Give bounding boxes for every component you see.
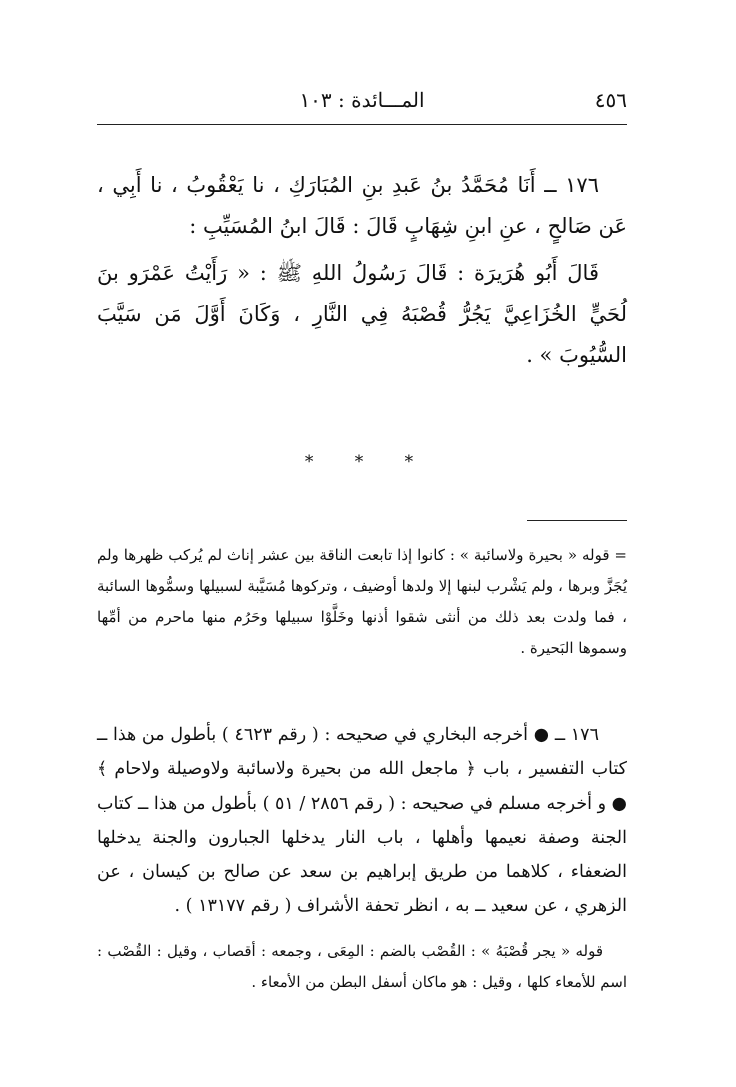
page-header — [97, 88, 627, 124]
footnote-gloss — [97, 936, 627, 998]
running-title: المـــائدة : ١٠٣ — [299, 88, 425, 112]
takhrij-text: ١٧٦ ــ ● أخرجه البخاري في صحيحه : ( رقم ٤٦٢٣ ) بأطول من هذا ــ كتاب التفسير ، باب ﴿ ماجعل الله من بحيرة ولاسائبة ولاوصيلة ولاحام ﴾ ● و أخرجه مسلم في صحيحه : ( رقم ٢٨٥٦ / ٥١ ) بأطول من هذا ــ كتاب الجنة وصفة نعيمها وأهلها ، باب النار يدخلها الجبارون والجنة يدخلها الضعفاء ، كلاهما من طريق إبراهيم بن سعد عن صالح بن كيسان ، عن الزهري ، عن سعيد ــ به ، انظر تحفة الأشراف ( رقم ١٣١٧٧ ) . — [97, 725, 627, 917]
hadith-chain: ١٧٦ ــ أَنَا مُحَمَّدُ بنُ عَبدِ بنِ المُبَارَكِ ، نا يَعْقُوبُ ، نا أَبِي ، عَن صَالحٍ ، عنِ ابنِ شِهَابٍ قَالَ : قَالَ ابنُ المُسَيِّبِ : — [97, 173, 627, 238]
footnote-explanation: = قوله « بحيرة ولاسائبة » : كانوا إذا تابعت الناقة بين عشر إناث لم يُركب ظهرها ولم يُجَزَّ وبرها ، ولم يَشْرب لبنها إلا ولدها أوضيف ، وتركوها مُسَيَّبة لسبيلها وسمُّوها السائبة ، فما ولدت بعد ذلك من أنثى شقوا أذنها وخَلَّوْا سبيلها وحَرُم منها ماحرم من أمِّها وسموها البَحيرة . — [97, 546, 627, 657]
hadith-text: قَالَ أَبُو هُرَيرَة : قَالَ رَسُولُ اللهِ ﷺ : « رَأَيْتُ عَمْرَو بنَ لُحَيٍّ الخُزَاعِيَّ يَجُرُّ قُصْبَهُ فِي النَّارِ ، وَكَانَ أَوَّلَ مَن سَيَّبَ السُّيُوبَ » . — [97, 261, 627, 367]
page-number: ٤٥٦ — [594, 88, 627, 112]
hadith-block — [97, 165, 627, 376]
gloss-text: قوله « يجر قُصْبَهُ » : القُصْب بالضم : المِعَى ، وجمعه : أقصاب ، وقيل : القُصْب : اسم للأمعاء كلها ، وقيل : هو ماكان أسفل البطن من الأمعاء . — [97, 942, 627, 991]
header-rule — [97, 124, 627, 125]
footnote-rule — [527, 520, 627, 521]
footnote-takhrij — [97, 718, 627, 924]
section-separator-stars: * * * — [304, 452, 432, 472]
